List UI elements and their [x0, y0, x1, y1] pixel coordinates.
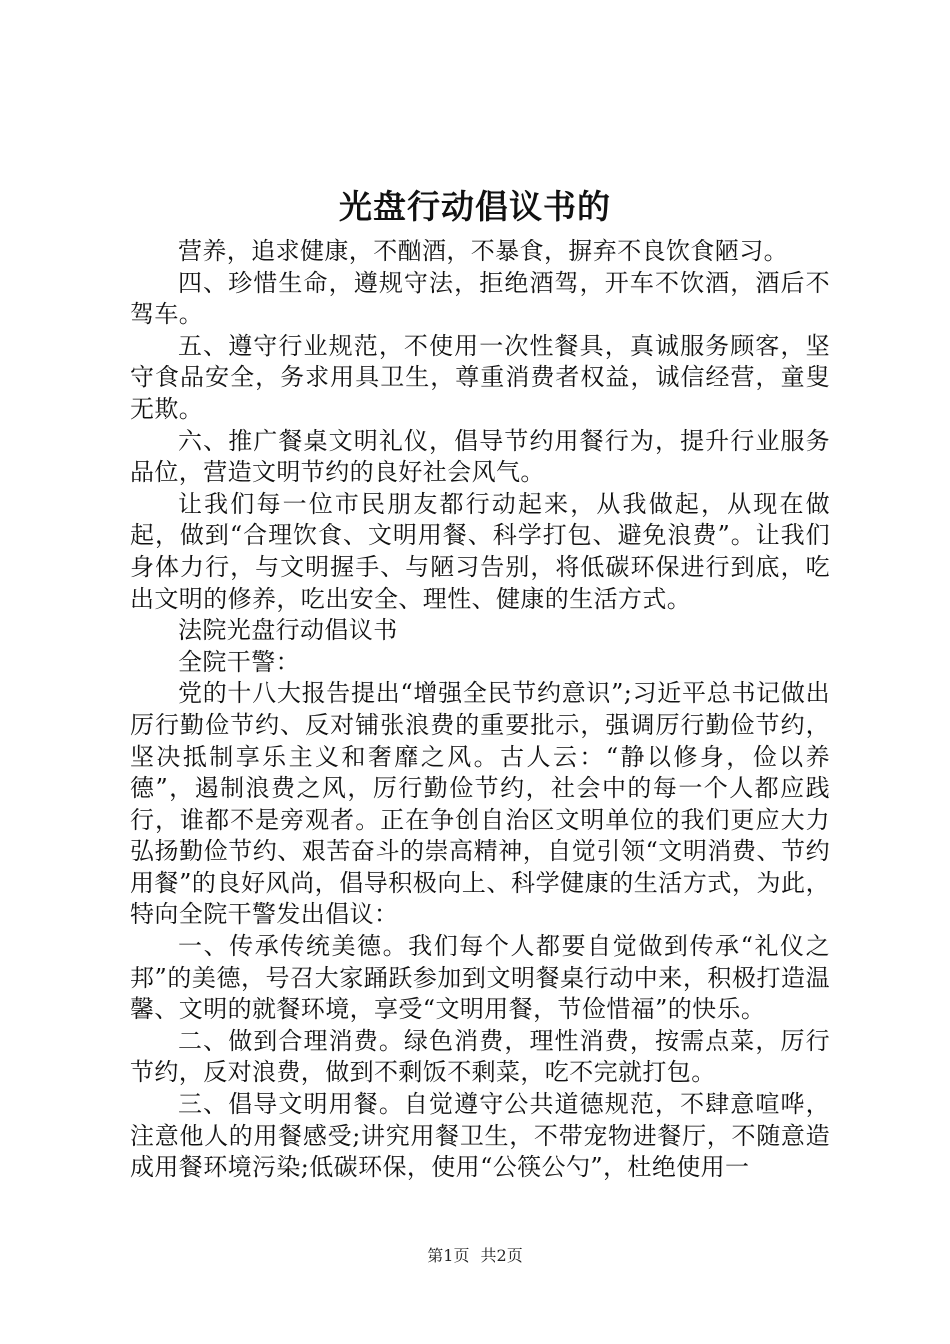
- salutation: 全院干警：: [178, 647, 300, 676]
- paragraph: 二、做到合理消费。绿色消费，理性消费，按需点菜，厉行节约，反对浪费，做到不剩饭不剩菜，吃不完就打包。: [130, 1026, 830, 1087]
- paragraph: 党的十八大报告提出“增强全民节约意识”;习近平总书记做出厉行勤俭节约、反对铺张浪费的重要批示，强调厉行勤俭节约，坚决抵制享乐主义和奢靡之风。古人云：“静以修身，俭以养德”，遏制浪费之风，厉行勤俭节约，社会中的每一个人都应践行，谁都不是旁观者。正在争创自治区文明单位的我们更应大力弘扬勤俭节约、艰苦奋斗的崇高精神，自觉引领“文明消费、节约用餐”的良好风尚，倡导积极向上、科学健康的生活方式，为此，特向全院干警发出倡议：: [130, 679, 830, 929]
- page-total: 共2页: [480, 1246, 523, 1265]
- paragraph: 让我们每一位市民朋友都行动起来，从我做起，从现在做起，做到“合理饮食、文明用餐、科学打包、避免浪费”。让我们身体力行，与文明握手、与陋习告别，将低碳环保进行到底，吃出文明的修养，吃出安全、理性、健康的生活方式。: [130, 489, 830, 613]
- paragraph: 六、推广餐桌文明礼仪，倡导节约用餐行为，提升行业服务品位，营造文明节约的良好社会风气。: [130, 426, 830, 487]
- page-number: 第1页: [427, 1246, 470, 1265]
- paragraph: 三、倡导文明用餐。自觉遵守公共道德规范，不肆意喧哗，注意他人的用餐感受;讲究用餐卫生，不带宠物进餐厅，不随意造成用餐环境污染;低碳环保，使用“公筷公勺”，杜绝使用一: [130, 1090, 830, 1182]
- paragraph: 四、珍惜生命，遵规守法，拒绝酒驾，开车不饮酒，酒后不驾车。: [130, 268, 830, 329]
- page-footer: [0, 1244, 950, 1268]
- section-heading: 法院光盘行动倡议书: [178, 616, 398, 645]
- paragraph: 五、遵守行业规范，不使用一次性餐具，真诚服务顾客，坚守食品安全，务求用具卫生，尊重消费者权益，诚信经营，童叟无欺。: [130, 331, 830, 423]
- paragraph: 营养，追求健康，不酗酒，不暴食，摒弃不良饮食陋习。: [178, 237, 788, 265]
- document-title: 光盘行动倡议书的: [339, 187, 611, 226]
- document-body: [130, 236, 830, 1184]
- paragraph: 一、传承传统美德。我们每个人都要自觉做到传承“礼仪之邦”的美德，号召大家踊跃参加到文明餐桌行动中来，积极打造温馨、文明的就餐环境，享受“文明用餐，节俭惜福”的快乐。: [130, 932, 830, 1024]
